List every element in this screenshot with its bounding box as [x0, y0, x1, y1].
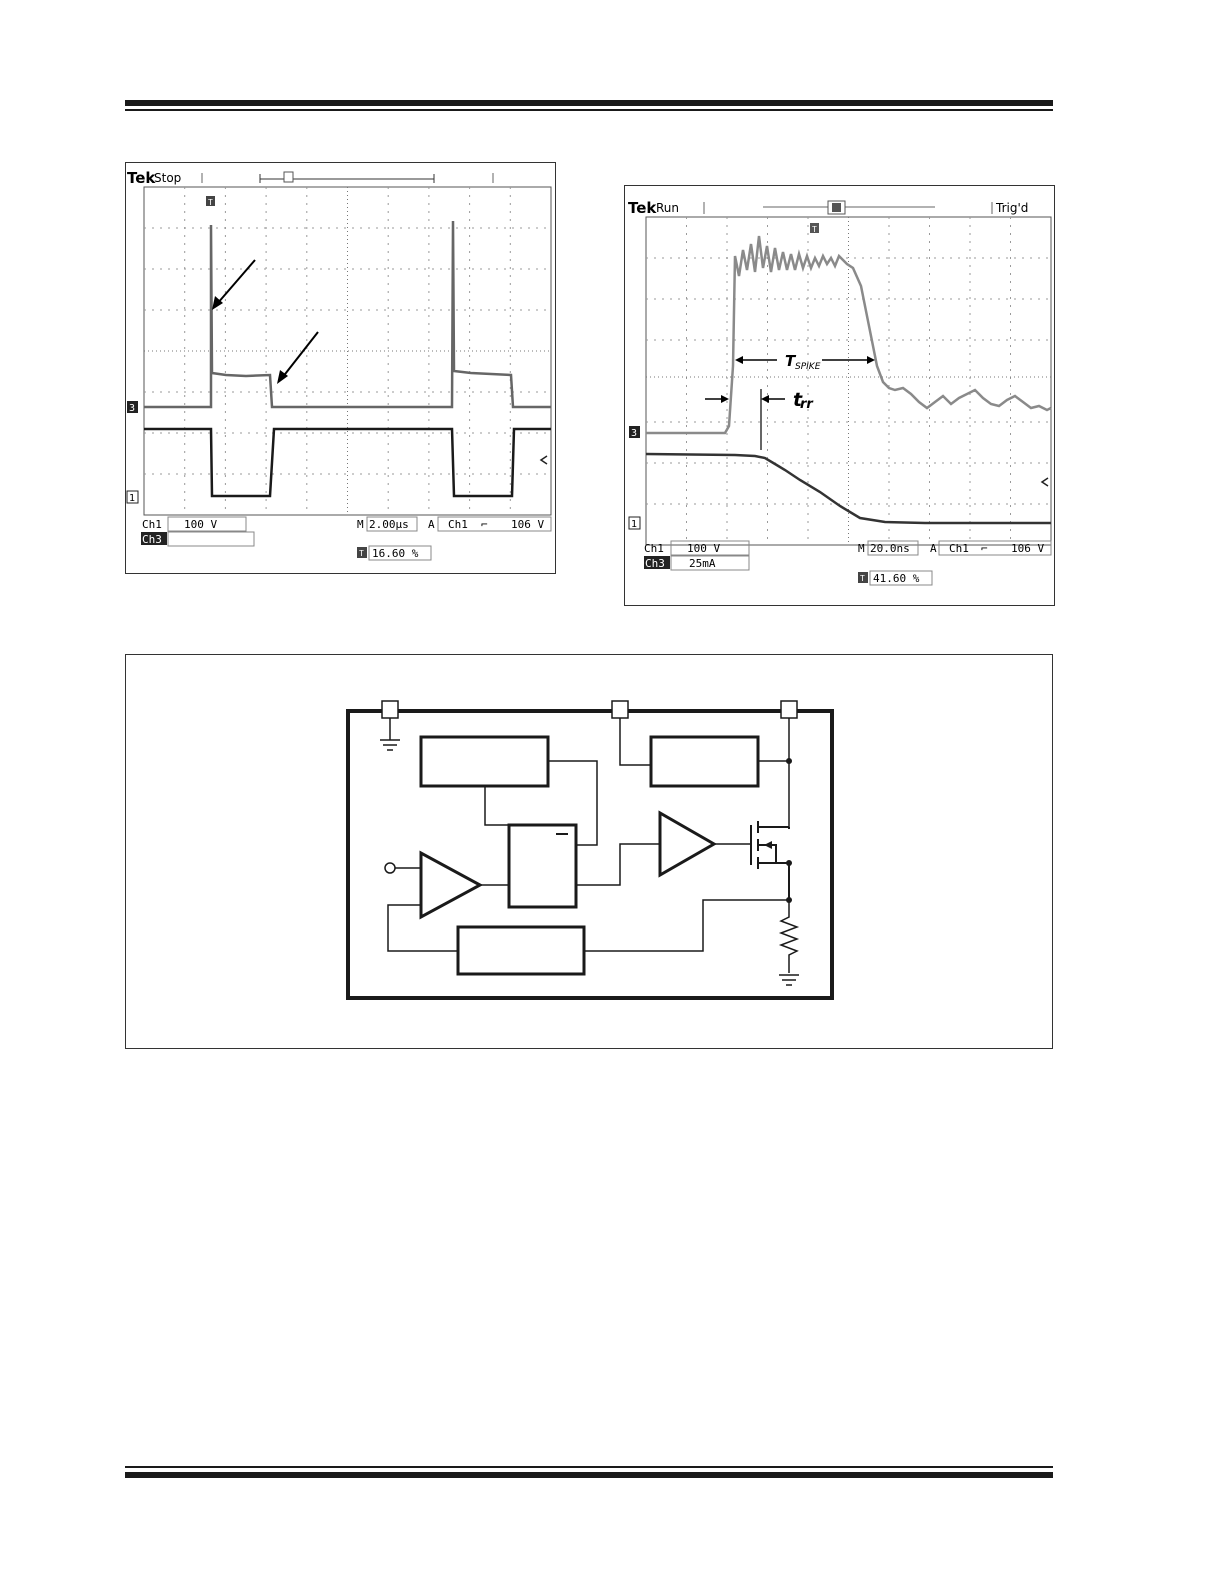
trigger-source: Ch1: [949, 542, 969, 555]
trigger-position-icon: [284, 172, 293, 182]
block-latch: [509, 825, 576, 907]
pin-drain: [781, 701, 797, 718]
block-bottom: [458, 927, 584, 974]
trigger-source: Ch1: [448, 518, 468, 531]
svg-text:3: 3: [129, 403, 136, 414]
scope-left-state: Stop: [154, 171, 182, 185]
tspike-label: T: [785, 352, 796, 370]
scope-capture-left: [125, 162, 556, 574]
ground-symbol-icon: [779, 975, 799, 985]
ground-symbol-icon: [380, 718, 400, 750]
trigger-level-icon: [1042, 478, 1048, 486]
resistor-icon: [781, 900, 797, 973]
timebase: 20.0ns: [870, 542, 910, 555]
svg-text:A: A: [428, 518, 435, 531]
svg-text:3: 3: [631, 428, 638, 439]
svg-text:A: A: [930, 542, 937, 555]
trigger-position: 16.60 %: [372, 547, 419, 560]
driver-icon: [660, 813, 714, 875]
header-rule-thin: [125, 109, 1053, 111]
block-top-right: [651, 737, 758, 786]
ch1-label: Ch1: [142, 518, 162, 531]
plateau-arrow: [282, 332, 318, 378]
svg-text:T: T: [860, 574, 865, 583]
block-diagram-svg: [126, 655, 1052, 1048]
ch1-label: Ch1: [644, 542, 664, 555]
ch3-label: Ch3: [142, 533, 162, 546]
scope-right-state: Run: [656, 201, 680, 215]
ch1-voltage-trace: [646, 454, 1051, 523]
trigger-slope: ⌐: [481, 518, 488, 531]
header-rule-thick: [125, 100, 1053, 106]
trigger-level: 106 V: [511, 518, 545, 531]
pin-gnd: [382, 701, 398, 718]
footer-rule-thin: [125, 1466, 1053, 1468]
ch3-scale: 25mA: [689, 557, 716, 570]
timebase: 2.00µs: [369, 518, 409, 531]
scope-right-status: Trig'd: [996, 201, 1029, 215]
ch3-current-trace: [646, 236, 1051, 433]
ch1-scale: 100 V: [184, 518, 218, 531]
input-pin-icon: [385, 863, 395, 873]
scope-capture-right: [624, 185, 1055, 606]
ch1-scale: 100 V: [687, 542, 721, 555]
scope-left-brand: Tek: [127, 169, 156, 187]
mosfet-icon: [751, 821, 789, 900]
trr-subscript: rr: [800, 397, 813, 412]
trr-label: t: [793, 389, 803, 411]
svg-text:T: T: [359, 549, 364, 558]
trigger-position: 41.60 %: [873, 572, 920, 585]
trigger-level: 106 V: [1011, 542, 1045, 555]
scope-right-brand: Tek: [628, 199, 657, 217]
svg-text:T: T: [812, 225, 817, 234]
scope-left-svg: [126, 163, 555, 573]
pin-mid: [612, 701, 628, 718]
spike-arrow: [217, 260, 255, 304]
svg-text:M: M: [858, 542, 865, 555]
svg-text:1: 1: [129, 493, 136, 504]
svg-text:M: M: [357, 518, 364, 531]
trigger-slope: ⌐: [981, 542, 988, 555]
scope-right-svg: [625, 186, 1054, 605]
svg-text:T: T: [208, 198, 213, 207]
footer-rule-thick: [125, 1472, 1053, 1478]
tspike-subscript: SPIKE: [795, 362, 821, 372]
svg-text:1: 1: [631, 519, 638, 530]
block-top-left: [421, 737, 548, 786]
block-diagram-frame: [125, 654, 1053, 1049]
ch3-label: Ch3: [645, 557, 665, 570]
comparator-icon: [421, 853, 480, 917]
trigger-level-icon: [541, 456, 547, 464]
